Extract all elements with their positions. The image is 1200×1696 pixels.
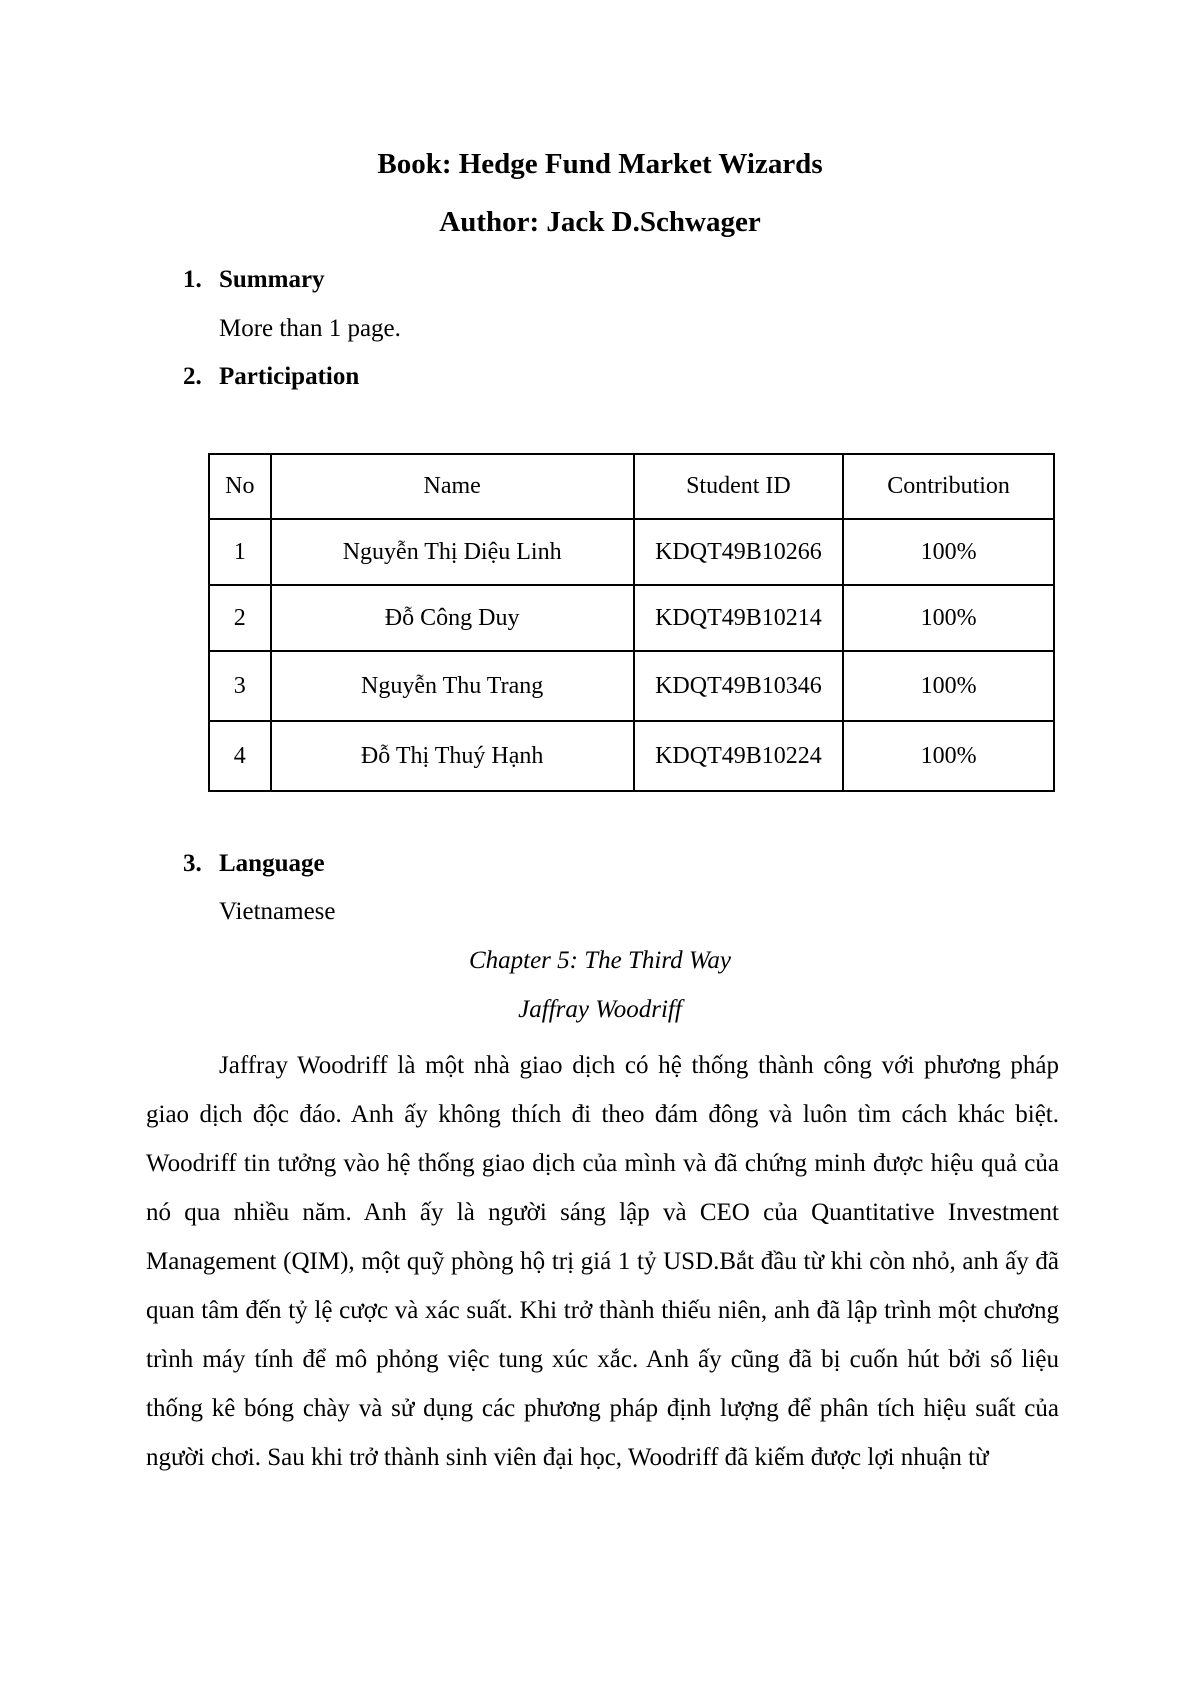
header-no: No [209, 454, 271, 519]
section-number: 3. [183, 850, 202, 877]
cell-student-id: KDQT49B10266 [634, 519, 843, 585]
cell-contribution: 100% [843, 651, 1054, 721]
language-text: Vietnamese [219, 898, 336, 925]
section-participation-heading [183, 361, 359, 393]
table-row [209, 721, 1054, 791]
cell-no: 3 [209, 651, 271, 721]
cell-no: 4 [209, 721, 271, 791]
section-number: 2. [183, 363, 202, 390]
participation-table [208, 453, 1055, 792]
summary-text: More than 1 page. [219, 315, 401, 342]
cell-name: Đỗ Công Duy [271, 585, 634, 651]
book-title: Book: Hedge Fund Market Wizards [377, 148, 823, 180]
cell-no: 2 [209, 585, 271, 651]
header-contribution: Contribution [843, 454, 1054, 519]
section-title: Language [219, 850, 325, 877]
chapter-subtitle: Jaffray Woodriff [518, 996, 682, 1023]
section-title: Summary [219, 266, 325, 293]
cell-name: Đỗ Thị Thuý Hạnh [271, 721, 634, 791]
cell-student-id: KDQT49B10346 [634, 651, 843, 721]
cell-student-id: KDQT49B10214 [634, 585, 843, 651]
author-line: Author: Jack D.Schwager [439, 206, 761, 238]
cell-name: Nguyễn Thu Trang [271, 651, 634, 721]
section-language-heading [183, 848, 325, 880]
cell-contribution: 100% [843, 721, 1054, 791]
cell-contribution: 100% [843, 519, 1054, 585]
chapter-paragraph: Jaffray Woodriff là một nhà giao dịch có hệ thống thành công với phương pháp giao dịch độc đáo. Anh ấy không thích đi theo đám đông và luôn tìm cách khác biệt. Woodriff tin tưởng vào hệ thống giao dịch của mình và đã chứng minh được hiệu quả của nó qua nhiều năm. Anh ấy là người sáng lập và CEO của Quantitative Investment Management (QIM), một quỹ phòng hộ trị giá 1 tỷ USD.Bắt đầu từ khi còn nhỏ, anh ấy đã quan tâm đến tỷ lệ cược và xác suất. Khi trở thành thiếu niên, anh đã lập trình một chương trình máy tính để mô phỏng việc tung xúc xắc. Anh ấy cũng đã bị cuốn hút bởi số liệu thống kê bóng chày và sử dụng các phương pháp định lượng để phân tích hiệu suất của người chơi. Sau khi trở thành sinh viên đại học, Woodriff đã kiếm được lợi nhuận từ [146, 1052, 1059, 1471]
chapter-title: Chapter 5: The Third Way [468, 947, 732, 974]
cell-name: Nguyễn Thị Diệu Linh [271, 519, 634, 585]
section-number: 1. [183, 266, 202, 293]
table-row [209, 519, 1054, 585]
header-student-id: Student ID [634, 454, 843, 519]
section-summary-heading [183, 264, 325, 296]
table-row [209, 585, 1054, 651]
table-header-row [209, 454, 1054, 519]
section-title: Participation [219, 363, 360, 390]
cell-student-id: KDQT49B10224 [634, 721, 843, 791]
header-name: Name [271, 454, 634, 519]
table-row [209, 651, 1054, 721]
cell-no: 1 [209, 519, 271, 585]
cell-contribution: 100% [843, 585, 1054, 651]
